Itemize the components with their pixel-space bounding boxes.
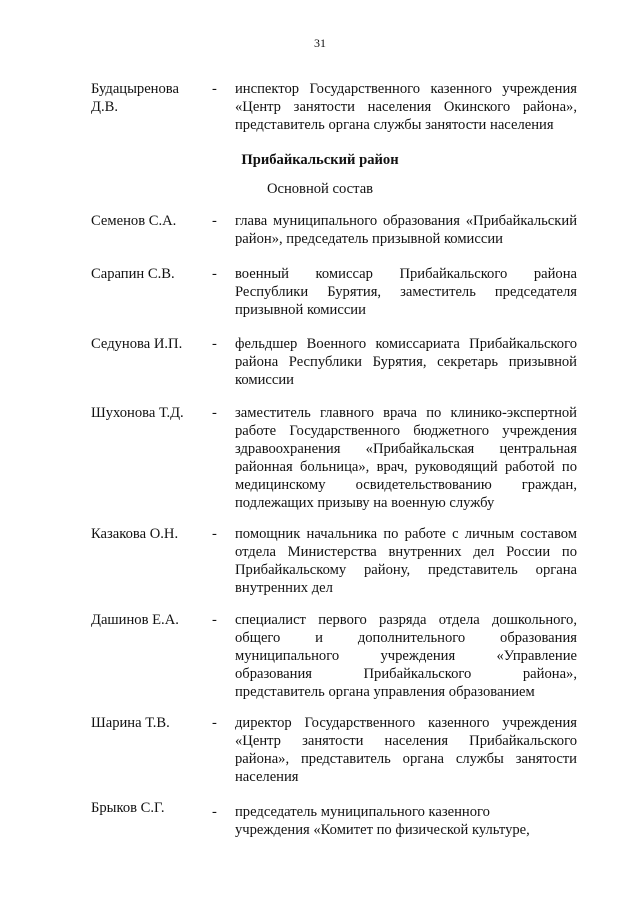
member-name xyxy=(91,799,211,817)
member-name-line: Седунова И.П. xyxy=(91,336,183,352)
separator-dash: - xyxy=(212,715,217,731)
description-line: внутренних дел xyxy=(235,580,333,596)
separator-dash: - xyxy=(212,405,217,421)
separator-dash: - xyxy=(212,526,217,542)
description-line: помощник начальника по работе с личным составом xyxy=(235,526,577,542)
separator-dash: - xyxy=(212,81,217,97)
separator-dash: - xyxy=(212,804,217,820)
description-line: Республики Бурятия, заместитель председателя xyxy=(235,284,577,300)
description-line: представитель органа управления образованием xyxy=(235,684,535,700)
description-line: директор Государственного казенного учреждения xyxy=(235,715,577,731)
description-line: инспектор Государственного казенного учреждения xyxy=(235,81,577,97)
description-line: районная больница», врач, руководящий работой по xyxy=(235,459,577,475)
separator-dash: - xyxy=(212,213,217,229)
member-description xyxy=(235,525,577,597)
description-line: председатель муниципального казенного xyxy=(235,804,490,820)
member-description xyxy=(235,714,577,786)
member-name xyxy=(91,404,211,422)
member-description xyxy=(235,80,577,134)
separator-dash: - xyxy=(212,336,217,352)
description-line: учреждения «Комитет по физической культуре, xyxy=(235,822,530,838)
member-name-line: Брыков С.Г. xyxy=(91,800,165,816)
description-line: образования Прибайкальского района», xyxy=(235,666,577,682)
member-name-line: Семенов С.А. xyxy=(91,213,177,229)
description-line: глава муниципального образования «Прибайкальский xyxy=(235,213,577,229)
description-line: работе Государственного бюджетного учреждения xyxy=(235,423,577,439)
description-line: населения xyxy=(235,769,299,785)
member-name xyxy=(91,265,211,283)
description-line: представитель органа службы занятости населения xyxy=(235,117,554,133)
description-line: Прибайкальскому району, представитель органа xyxy=(235,562,577,578)
member-name-line: Шухонова Т.Д. xyxy=(91,405,184,421)
member-description xyxy=(235,212,577,248)
section-subtitle: Основной состав xyxy=(266,181,374,197)
member-name xyxy=(91,80,211,116)
page-number: 31 xyxy=(314,36,326,50)
description-line: военный комиссар Прибайкальского района xyxy=(235,266,577,282)
description-line: призывной комиссии xyxy=(235,302,366,318)
member-name xyxy=(91,335,211,353)
member-description xyxy=(235,265,577,319)
member-name xyxy=(91,714,211,732)
description-line: фельдшер Военного комиссариата Прибайкальского xyxy=(235,336,577,352)
description-line: здравоохранения «Прибайкальская центральная xyxy=(235,441,577,457)
member-name xyxy=(91,212,211,230)
description-line: «Центр занятости населения Прибайкальского xyxy=(235,733,577,749)
description-line: общего и дополнительного образования xyxy=(235,630,577,646)
description-line: района Республики Бурятия, секретарь призывной xyxy=(235,354,577,370)
member-name xyxy=(91,525,211,543)
description-line: района», представитель органа службы занятости xyxy=(235,751,577,767)
member-description xyxy=(235,611,577,701)
description-line: заместитель главного врача по клинико-экспертной xyxy=(235,405,577,421)
description-line: «Центр занятости населения Окинского района», xyxy=(235,99,577,115)
description-line: муниципального учреждения «Управление xyxy=(235,648,577,664)
member-description xyxy=(235,404,577,512)
separator-dash: - xyxy=(212,612,217,628)
description-line: комиссии xyxy=(235,372,294,388)
description-line: отдела Министерства внутренних дел России по xyxy=(235,544,577,560)
member-name-line: Шарина Т.В. xyxy=(91,715,170,731)
member-name-line: Д.В. xyxy=(91,99,118,115)
member-description xyxy=(235,335,577,389)
section-title: Прибайкальский район xyxy=(241,152,399,168)
member-description xyxy=(235,803,577,839)
member-name xyxy=(91,611,211,629)
member-name-line: Будацыренова xyxy=(91,81,179,97)
member-name-line: Дашинов Е.А. xyxy=(91,612,179,628)
description-line: специалист первого разряда отдела дошкольного, xyxy=(235,612,577,628)
description-line: подлежащих призыву на военную службу xyxy=(235,495,495,511)
member-name-line: Казакова О.Н. xyxy=(91,526,179,542)
description-line: медицинскому освидетельствованию граждан, xyxy=(235,477,577,493)
member-name-line: Сарапин С.В. xyxy=(91,266,175,282)
separator-dash: - xyxy=(212,266,217,282)
description-line: район», председатель призывной комиссии xyxy=(235,231,503,247)
